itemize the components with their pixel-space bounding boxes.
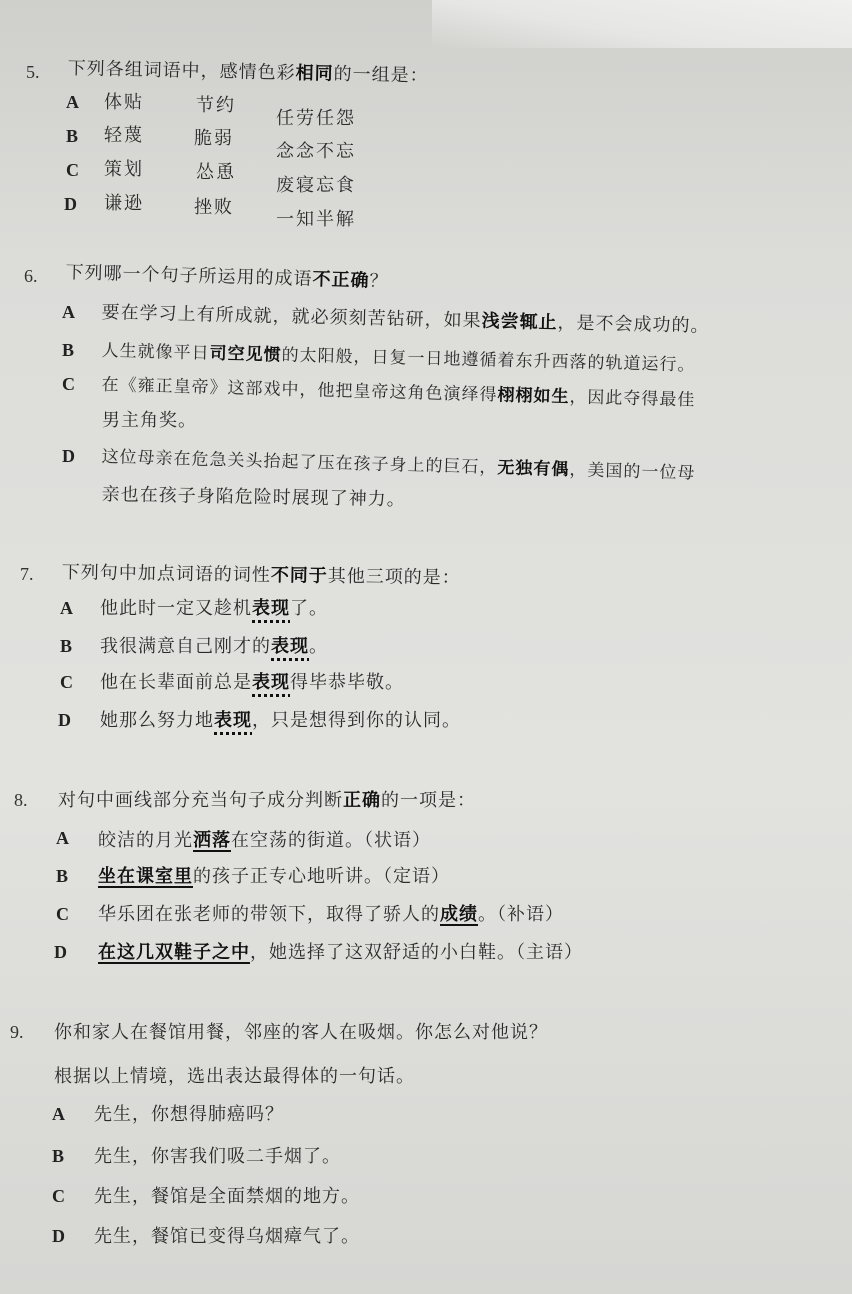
- word-1: 体贴: [104, 92, 144, 113]
- option-letter: C: [62, 374, 75, 394]
- option-letter: A: [56, 828, 69, 848]
- word-3: 一知半解: [276, 209, 356, 230]
- option-text: 人生就像平日司空见惯的太阳般，日复一日地遵循着东升西落的轨道运行。: [101, 340, 696, 376]
- option-letter: C: [60, 672, 73, 692]
- option-text-line-1: 在《雍正皇帝》这部戏中，他把皇帝这角色演绎得栩栩如生，因此夺得最佳: [101, 374, 696, 411]
- question-number: 6.: [24, 266, 38, 286]
- word-1: 谦逊: [104, 193, 144, 214]
- option-letter: D: [52, 1226, 65, 1246]
- underlined-part: 成绩: [440, 904, 478, 925]
- question-number: 7.: [20, 564, 34, 584]
- word-2: 挫败: [194, 197, 234, 218]
- option-text: 她那么努力地表现，只是想得到你的认同。: [100, 710, 461, 731]
- question-stem: 下列句中加点词语的词性不同于其他三项的是：: [61, 561, 461, 589]
- word-2: 节约: [196, 95, 236, 116]
- option-text: 先生，餐馆已变得乌烟瘴气了。: [94, 1226, 360, 1247]
- option-letter: A: [62, 302, 75, 322]
- dotted-word: 表现: [252, 598, 290, 619]
- word-2: 脆弱: [194, 128, 234, 149]
- word-3: 念念不忘: [276, 141, 356, 162]
- question-stem: 对句中画线部分充当句子成分判断正确的一项是：: [58, 790, 476, 811]
- question-stem-line-1: 你和家人在餐馆用餐，邻座的客人在吸烟。你怎么对他说？: [54, 1022, 548, 1043]
- option-text: 在这几双鞋子之中，她选择了这双舒适的小白鞋。（主语）: [98, 942, 583, 963]
- question-number: 8.: [14, 790, 28, 810]
- option-letter: D: [54, 942, 67, 962]
- option-letter: A: [60, 598, 73, 618]
- option-letter: B: [62, 340, 75, 360]
- option-letter: C: [66, 160, 79, 180]
- question-stem: 下列各组词语中，感情色彩相同的一组是：: [67, 57, 429, 87]
- option-letter: A: [52, 1104, 65, 1124]
- option-text-line-2: 亲也在孩子身陷危险时展现了神力。: [101, 483, 406, 511]
- underlined-part: 坐在课室里: [98, 866, 193, 887]
- option-letter: B: [66, 126, 79, 146]
- option-letter: B: [60, 636, 73, 656]
- question-stem: 下列哪一个句子所运用的成语不正确？: [65, 261, 389, 293]
- question-stem-line-2: 根据以上情境，选出表达最得体的一句话。: [54, 1066, 415, 1087]
- option-letter: C: [52, 1186, 65, 1206]
- option-letter: C: [56, 904, 69, 924]
- word-2: 怂恿: [196, 162, 236, 183]
- question-number: 5.: [26, 62, 40, 82]
- option-text: 坐在课室里的孩子正专心地听讲。（定语）: [98, 866, 450, 887]
- option-text-line-1: 这位母亲在危急关头抬起了压在孩子身上的巨石，无独有偶，美国的一位母: [101, 446, 696, 484]
- option-text: 他在长辈面前总是表现得毕恭毕敬。: [100, 672, 404, 693]
- option-letter: B: [52, 1146, 65, 1166]
- option-text: 先生，餐馆是全面禁烟的地方。: [94, 1186, 360, 1207]
- option-text: 要在学习上有所成就，就必须刻苦钻研，如果浅尝辄止，是不会成功的。: [101, 301, 710, 337]
- option-text-line-2: 男主角奖。: [102, 410, 197, 431]
- page-corner-fold: [432, 0, 852, 48]
- option-letter: D: [64, 194, 77, 214]
- option-letter: D: [62, 446, 75, 466]
- question-number: 9.: [10, 1022, 24, 1042]
- option-letter: A: [66, 92, 79, 112]
- underlined-part: 洒落: [193, 830, 231, 851]
- word-3: 废寝忘食: [276, 175, 356, 196]
- option-text: 先生，你害我们吸二手烟了。: [94, 1146, 341, 1167]
- option-letter: B: [56, 866, 69, 886]
- word-1: 轻蔑: [104, 125, 144, 146]
- option-letter: D: [58, 710, 71, 730]
- option-text: 先生，你想得肺癌吗？: [94, 1104, 284, 1125]
- option-text: 我很满意自己刚才的表现。: [100, 636, 328, 657]
- dotted-word: 表现: [214, 710, 252, 731]
- option-text: 华乐团在张老师的带领下，取得了骄人的成绩。（补语）: [98, 904, 564, 925]
- underlined-part: 在这几双鞋子之中: [98, 942, 250, 963]
- option-text: 他此时一定又趁机表现了。: [100, 598, 328, 619]
- word-1: 策划: [104, 159, 144, 180]
- word-3: 任劳任怨: [276, 108, 356, 129]
- dotted-word: 表现: [271, 636, 309, 657]
- dotted-word: 表现: [252, 672, 290, 693]
- option-text: 皎洁的月光洒落在空荡的街道。（状语）: [98, 830, 431, 851]
